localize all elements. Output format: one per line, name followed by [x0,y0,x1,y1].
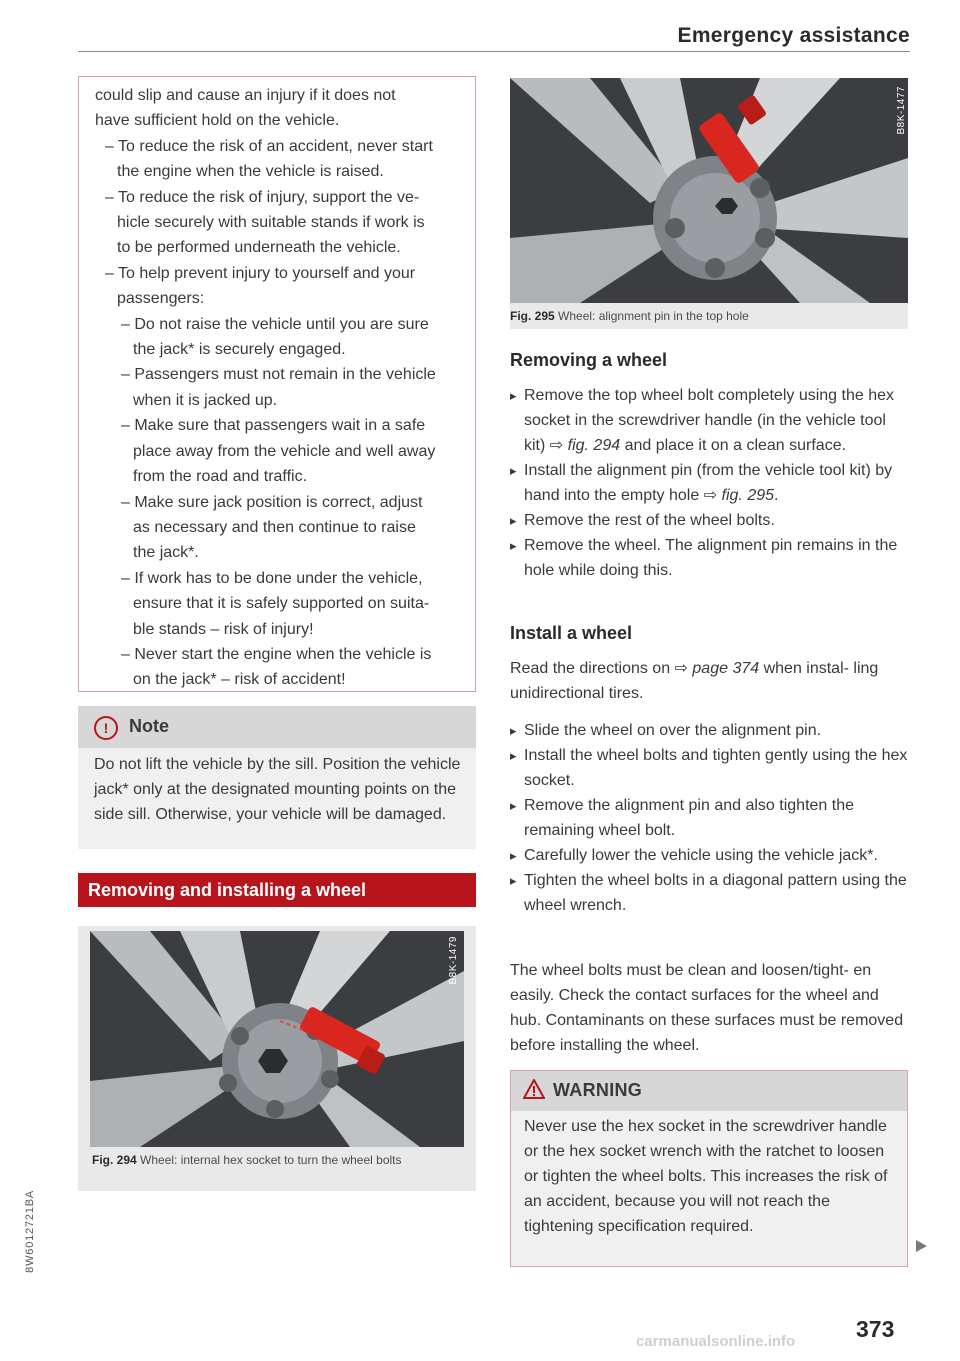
warning-line: could slip and cause an injury if it does not [95,87,396,104]
warning-line: from the road and traffic. [133,468,308,486]
install-heading: Install a wheel [510,623,633,643]
figure-label: Fig. 294 [92,1153,137,1167]
warning-triangle-icon [523,1079,545,1099]
header-divider [78,51,910,52]
warning-line: – Make sure that passengers wait in a safe [121,417,426,435]
figure-caption-text: Wheel: alignment pin in the top hole [558,309,749,323]
warning-line: – If work has to be done under the vehicle, [121,569,423,587]
figure-label: Fig. 295 [510,309,555,323]
figure-id: B8K-1477 [896,86,907,135]
warning-line: the jack* is securely engaged. [133,341,346,359]
warning-line: – To reduce the risk of an accident, never start [105,137,433,155]
figure-reference-link[interactable]: ⇨ fig. 294 [549,437,621,454]
section-heading: Removing and installing a wheel [78,873,476,907]
continue-arrow-icon [916,1240,927,1252]
warning-line: to be performed underneath the vehicle. [117,239,401,257]
list-item: ▸ Remove the wheel. The alignment pin remains in the hole while doing this. [510,533,908,583]
page-header-title: Emergency assistance [677,24,910,47]
list-item: ▸ Slide the wheel on over the alignment pin. [510,718,908,743]
warning-line: when it is jacked up. [133,391,278,409]
warning-line: on the jack* – risk of accident! [133,671,346,689]
warning-line: as necessary and then continue to raise [133,518,416,536]
figure-294 [78,926,476,1191]
figure-caption-text: Wheel: internal hex socket to turn the wheel bolts [140,1153,402,1167]
warning-line: ensure that it is safely supported on suita- [133,595,430,613]
install-closing: The wheel bolts must be clean and loosen/tight- en easily. Check the contact surfaces for the wheel and hub. Contaminants on these surfaces must be removed before installing the wheel. [510,962,904,1054]
figure-295 [510,78,908,329]
figure-id: B8K-1479 [448,936,459,985]
list-item: ▸ Remove the alignment pin and also tighten the remaining wheel bolt. [510,793,908,843]
note-icon: ! [94,716,118,740]
warning-box [510,1070,908,1267]
wheel-alignment-pin-image [510,78,908,303]
warning-body: Never use the hex socket in the screwdriver handle or the hex socket wrench with the ratchet to loosen or tighten the wheel bolts. This increases the risk of an accident, because you will not reach the tightening specification required. [524,1118,888,1235]
removing-heading: Removing a wheel [510,350,668,370]
list-item: ▸ Install the wheel bolts and tighten gently using the hex socket. [510,743,908,793]
removing-steps [510,383,908,583]
note-box [78,706,476,849]
list-item: ▸ Carefully lower the vehicle using the vehicle jack*. [510,843,908,868]
warning-line: ble stands – risk of injury! [133,620,314,638]
warning-line: – Passengers must not remain in the vehicle [121,366,436,384]
warning-line: have sufficient hold on the vehicle. [95,112,340,130]
list-item: ▸ Remove the rest of the wheel bolts. [510,508,908,533]
list-item: ▸ Tighten the wheel bolts in a diagonal pattern using the wheel wrench. [510,868,908,918]
warning-line: the jack*. [133,544,199,562]
warning-line: the engine when the vehicle is raised. [117,163,384,181]
note-title: Note [129,716,169,736]
page-reference-link[interactable]: ⇨ page 374 [674,660,760,677]
warning-header [511,1071,907,1111]
warning-line: – Never start the engine when the vehicle is [121,645,432,663]
warning-line: hicle securely with suitable stands if work is [117,214,425,232]
warning-line: – To help prevent injury to yourself and your [105,264,416,282]
warning-continued-box [78,76,476,692]
warning-line: place away from the vehicle and well away [133,442,436,460]
watermark: carmanualsonline.info [636,1333,796,1350]
install-steps [510,718,908,918]
warning-line: – Make sure jack position is correct, adjust [121,493,423,511]
install-intro: Read the directions on ⇨ page 374 when instal- ling unidirectional tires. [510,660,879,702]
wheel-hex-socket-image [90,931,464,1147]
figure-caption [92,1152,462,1169]
figure-caption [510,308,908,325]
page-number: 373 [856,1316,895,1342]
warning-line: – To reduce the risk of injury, support the ve- [105,188,420,206]
warning-title: WARNING [553,1080,643,1100]
note-header [78,706,476,748]
list-item: ▸ Install the alignment pin (from the vehicle tool kit) by hand into the empty hole ⇨ fig. 295. [510,458,908,508]
warning-line: passengers: [117,290,205,308]
figure-reference-link[interactable]: ⇨ fig. 295 [703,487,775,504]
document-code: 8W6012721BA [24,1190,36,1273]
warning-line: – Do not raise the vehicle until you are sure [121,315,429,333]
note-body: Do not lift the vehicle by the sill. Position the vehicle jack* only at the designated mounting points on the side sill. Otherwise, your vehicle will be damaged. [94,756,461,823]
list-item: ▸ Remove the top wheel bolt completely using the hex socket in the screwdriver handle (in the vehicle tool kit) ⇨ fig. 294 and place it on a clean surface. [510,383,908,458]
